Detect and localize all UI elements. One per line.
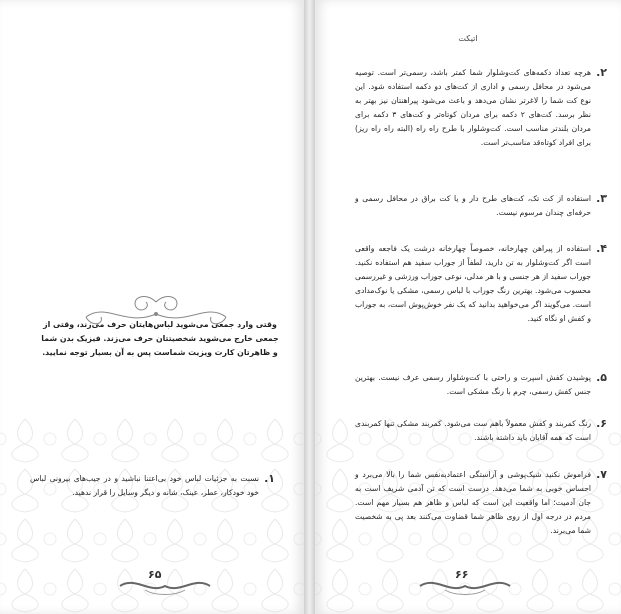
item-number: ۳. [596, 192, 607, 205]
item-number: ۴. [596, 242, 607, 255]
quote-text: وقتی وارد جمعی می‌شوید لباس‌هایتان حرف می‌زند، وقتی از جمعی خارج می‌شوید شخصیتتان حرف می‌زند. فیزیک بدن شما و ظاهرتان کارت ویزیت شماست پس به آن بسیار توجه نمایید. [41, 320, 279, 357]
item-number: ۲. [596, 66, 607, 79]
list-item [355, 371, 607, 399]
item-number: ۶. [596, 417, 607, 430]
item-text: فراموش نکنید شیک‌پوشی و آراستگی اعتمادبه‌نفس شما را بالا می‌برد و احساس خوبی به شما می‌دهد. درست است که تن آدمی شریف است به جان آدمیت؛ اما واقعیت این است که لباس و ظاهر هم بسیار مهم است. مردم در درجه اول از روی ظاهر شما قضاوت می‌کنند بعد پی به شخصیت شما می‌برند. [355, 470, 591, 535]
item-number: ۷. [596, 468, 607, 481]
list-item [355, 468, 607, 538]
item-number: ۱. [264, 472, 275, 485]
list-item [355, 417, 607, 445]
book-gutter [304, 0, 315, 614]
list-item [30, 472, 275, 500]
item-text: رنگ کمربند و کفش معمولاً باهم ست می‌شود. کمربند مشکی تنها کمربندی است که همه آقایان باید داشته باشند. [355, 419, 591, 442]
page-number: ۶۵ [148, 568, 162, 581]
left-page [0, 0, 304, 614]
list-item [355, 242, 607, 326]
list-item [355, 66, 607, 150]
item-number: ۵. [596, 371, 607, 384]
item-text: نسبت به جزئیات لباس خود بی‌اعتنا نباشید و در جیب‌های بیرونی لباس خود خودکار، عطر، عینک، شانه و دیگر وسایل را قرار ندهید. [30, 474, 259, 497]
right-page [315, 0, 621, 614]
item-text: استفاده از پیراهن چهارخانه، خصوصاً چهارخانه درشت یک فاجعه واقعی است اگر کت‌وشلوار به تن دارید، لطفاً از جوراب سفید هم استفاده نکنید. جوراب سفید از هر جنسی و با هر مدلی، نوعی جوراب ورزشی و غیررسمی محسوب می‌شود. بهترین رنگ جوراب با لباس رسمی، مشکی یا نوک‌مدادی است. می‌گویند اگر می‌خواهید بدانید که یک نفر خوش‌پوش است، به جوراب و کفش او نگاه کنید. [355, 244, 591, 323]
page-number: ۶۶ [455, 568, 469, 581]
item-text: هرچه تعداد دکمه‌های کت‌وشلوار شما کمتر باشد، رسمی‌تر است. توصیه می‌شود در محافل رسمی و اداری از کت‌های دو دکمه استفاده شود. این نوع کت شما را لاغرتر نشان می‌دهد و باعث می‌شود پیراهنتان نیز بهتر به نظر برسد. کت‌های ۲ دکمه برای مردان کوتاه‌تر و کت‌های ۳ دکمه برای مردان بلندتر مناسب است. کت‌وشلوار با طرح راه راه (البته راه راه ریز) برای افراد کوتاه‌قد مناسب‌تر است. [355, 68, 591, 147]
running-header: اتیکت [458, 34, 478, 43]
item-text: استفاده از کت تک، کت‌های طرح دار و یا کت براق در محافل رسمی و حرفه‌ای چندان مرسوم نیست. [355, 194, 591, 217]
list-item [355, 192, 607, 220]
item-text: پوشیدن کفش اسپرت و راحتی با کت‌وشلوار رسمی عرف نیست. بهترین جنس کفش رسمی، چرم با رنگ مشکی است. [355, 373, 591, 396]
page-number-flourish [115, 568, 215, 598]
